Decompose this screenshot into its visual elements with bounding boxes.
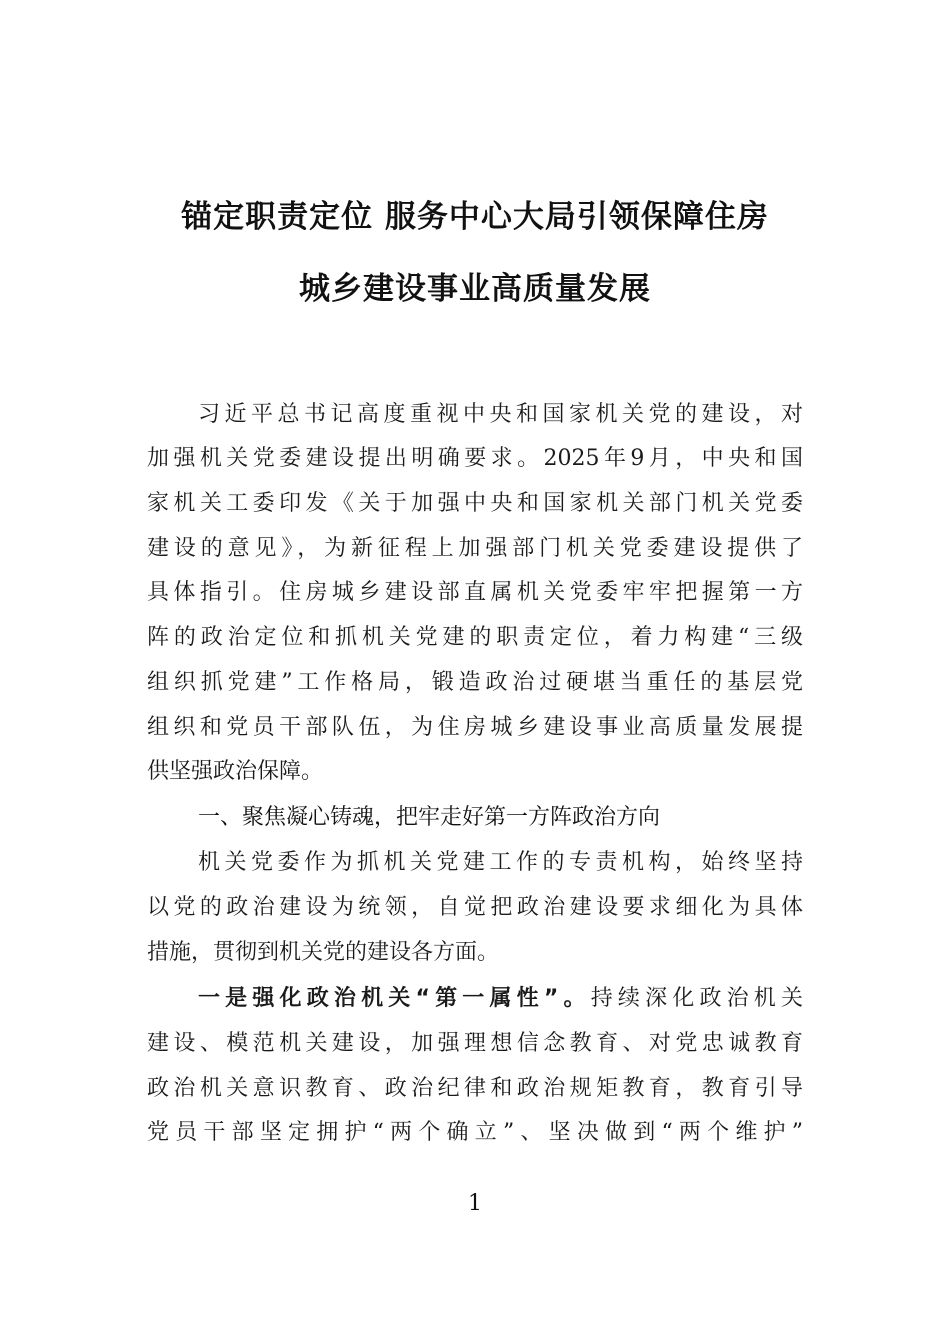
section-paragraph-line: 机关党委作为抓机关党建工作的专责机构，始终坚持 <box>198 850 803 875</box>
document-title-line-1: 锚定职责定位 服务中心大局引领保障住房 <box>181 199 769 235</box>
point-paragraph-first-line <box>198 984 803 1014</box>
section-paragraph-line: 措施，贯彻到机关党的建设各方面。 <box>147 940 500 965</box>
intro-paragraph-line: 组织抓党建”工作格局，锻造政治过硬堪当重任的基层党 <box>147 670 803 695</box>
point-lead-text: 一是强化政治机关“第一属性”。 <box>198 986 591 1011</box>
intro-paragraph-line: 建设的意见》，为新征程上加强部门机关党委建设提供了 <box>147 536 803 561</box>
intro-paragraph-line: 加强机关党委建设提出明确要求。2025年9月，中央和国 <box>147 446 803 471</box>
point-paragraph-line: 政治机关意识教育、政治纪律和政治规矩教育，教育引导 <box>147 1076 803 1101</box>
section-heading: 一、聚焦凝心铸魂，把牢走好第一方阵政治方向 <box>198 805 661 830</box>
point-paragraph-line: 建设、模范机关建设，加强理想信念教育、对党忠诚教育 <box>147 1031 803 1056</box>
point-paragraph-line: 党员干部坚定拥护“两个确立”、坚决做到“两个维护” <box>147 1120 803 1145</box>
intro-paragraph-line: 具体指引。住房城乡建设部直属机关党委牢牢把握第一方 <box>147 580 803 605</box>
point-first-line-rest: 持续深化政治机关 <box>590 986 803 1011</box>
intro-paragraph-line: 家机关工委印发《关于加强中央和国家机关部门机关党委 <box>147 491 803 516</box>
intro-paragraph-line: 习近平总书记高度重视中央和国家机关党的建设，对 <box>198 402 803 427</box>
intro-paragraph-line: 阵的政治定位和抓机关党建的职责定位，着力构建“三级 <box>147 625 803 650</box>
intro-paragraph-line: 供坚强政治保障。 <box>147 759 324 784</box>
intro-paragraph-line: 组织和党员干部队伍，为住房城乡建设事业高质量发展提 <box>147 715 803 740</box>
page-number: 1 <box>468 1191 482 1216</box>
document-title-line-2: 城乡建设事业高质量发展 <box>299 271 651 307</box>
section-paragraph-line: 以党的政治建设为统领，自觉把政治建设要求细化为具体 <box>147 895 803 920</box>
